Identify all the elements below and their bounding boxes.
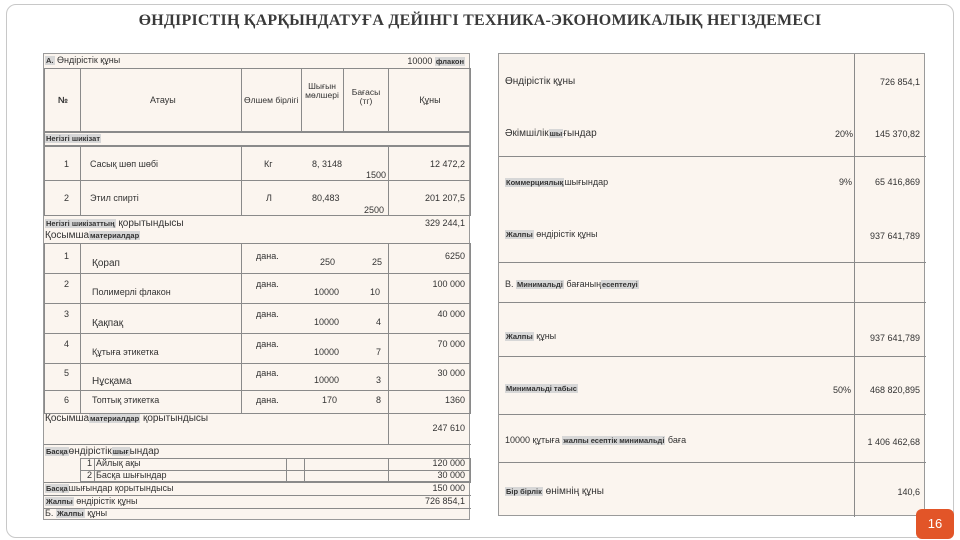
min-profit-label: Минимальді табыс: [506, 384, 577, 393]
header-name: Атауы: [150, 95, 176, 105]
header-num: №: [58, 95, 69, 105]
per-10000-value: 1 406 462,68: [867, 437, 920, 447]
production-total-label: Жалпы өндірістік құны: [46, 496, 138, 506]
unit-price-value: 140,6: [897, 487, 920, 497]
min-profit-value: 468 820,895: [869, 385, 920, 395]
main-materials-rows: [44, 146, 471, 216]
production-cost-table: А. Өндірістік құны 10000 флакон № Атауы Өлшем бірлігі Шығын мөлшері Бағасы (тг) Құны Негізгі шикізат 1 Сасық шөп шөбі Кг 8, 3148 1500 12 472,2 2 Этил спирті Л 80,483 2500 201 207,5 Негізгі шикізаттың қорытындысы 329 244,1 Қосымшаматериалдар 1 Қорап дана. 250 25 6250 2 Полимерлі флакон дана. 10000 10 100 000 3 Қақпақ дана. 10000 4 40 000 4 Құтыға этикетка дана. 10000 7 70 000 5 Нұсқама дана. 10000 3 30 000 6 Топтық этикетка дана. 170 8 1360 Қосымшаматериалдар қорытындысы 247 610 Басқаөндірістікшығындар 1 Айлық ақы 120 000 2 Басқа шығындар 30 000 Басқашығындар қорытындысы 150 000 Жалпы өндірістік құны 726 854,1 Б. Жалпы құны: [43, 53, 470, 520]
quantity-label: 10000 флакон: [407, 56, 464, 66]
main-materials-title: Негізгі шикізат: [46, 134, 100, 143]
commercial-expenses-label: Коммерциялықшығындар: [506, 177, 609, 187]
header-price: Бағасы (тг): [351, 87, 381, 107]
section-v-heading: В. Минимальді бағаныңесептелуі: [505, 279, 638, 289]
total-cost-value: 937 641,789: [869, 333, 920, 343]
page-number-badge: 16: [916, 509, 954, 539]
aux-total-label: Қосымшаматериалдар қорытындысы: [45, 413, 209, 424]
other-total-label: Басқашығындар қорытындысы: [46, 483, 174, 493]
admin-value: 145 370,82: [874, 129, 920, 139]
aux-materials-title: Қосымшаматериалдар: [45, 230, 140, 241]
total-production-label: Жалпы өндірістік құны: [506, 229, 598, 239]
main-total-value: 329 244,1: [424, 218, 465, 228]
min-profit-pct: 50%: [833, 385, 852, 395]
other-total-value: 150 000: [432, 483, 465, 493]
other-expenses-title: Басқаөндірістікшығындар: [46, 446, 160, 457]
prod-cost-label: Өндірістік құны: [505, 76, 576, 87]
total-production-value: 937 641,789: [869, 231, 920, 241]
header-unit: Өлшем бірлігі: [244, 95, 299, 105]
commercial-pct: 9%: [839, 177, 853, 187]
admin-pct: 20%: [835, 129, 854, 139]
section-b-heading: Б. Жалпы құны: [45, 508, 108, 518]
unit-price-label: Бір бірлік өнімнің құны: [506, 486, 604, 497]
header-cost: Құны: [419, 95, 441, 105]
price-calculation-table: [498, 53, 925, 516]
commercial-value: 65 416,869: [874, 177, 920, 187]
production-total-value: 726 854,1: [424, 496, 465, 506]
aux-total-value: 247 610: [432, 423, 465, 433]
header-consumption: Шығын мөлшері: [305, 81, 339, 101]
page-title: ӨНДІРІСТІҢ ҚАРҚЫНДАТУҒА ДЕЙІНГІ ТЕХНИКА-ЭКОНОМИКАЛЫҚ НЕГІЗДЕМЕСІ: [138, 12, 822, 29]
per-10000-label: 10000 құтыға жалпы есептік минимальді баға: [505, 435, 687, 445]
total-cost-label: Жалпы құны: [506, 331, 557, 341]
section-a-heading: А. Өндірістік құны: [46, 55, 121, 65]
main-total-label: Негізгі шикізаттың қорытындысы: [46, 218, 184, 229]
admin-expenses-label: Әкімшілікшығындар: [505, 128, 597, 139]
prod-cost-value: 726 854,1: [879, 77, 920, 87]
